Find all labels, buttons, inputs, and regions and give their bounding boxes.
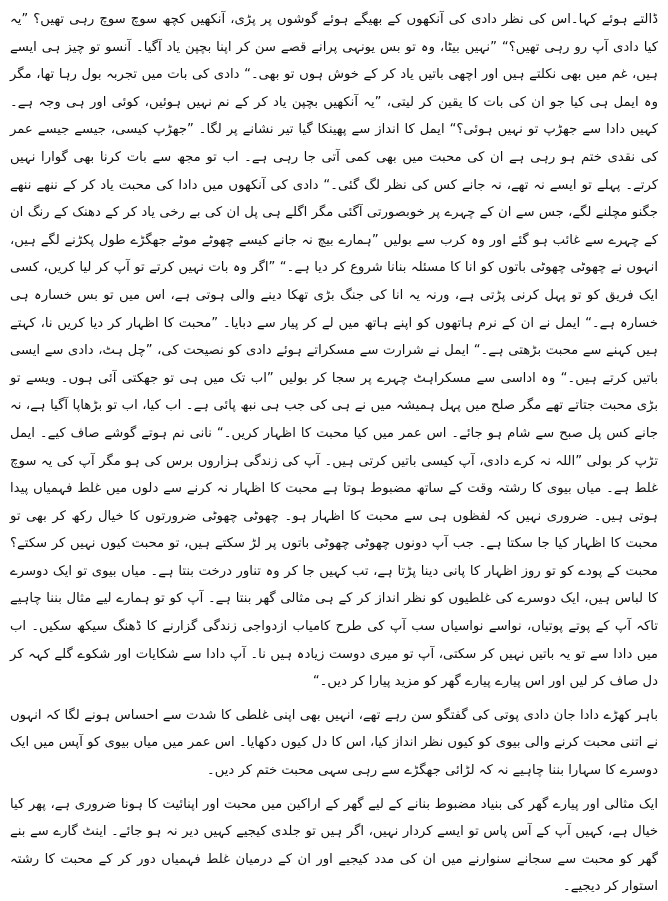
paragraph-grandfather: باہر کھڑے دادا جان دادی پوتی کی گفتگو سن رہے تھے، انہیں بھی اپنی غلطی کا شدت سے احساس ہونے لگا کہ انہوں نے اتنی محبت کرنے والی بیوی کو کیوں نظر انداز کیا، اس کا دل کیوں دکھایا۔ اس عمر میں میاں بیوی کو آپس میں ایک دوسرے کا سہارا بننا چاہیے نہ کہ لڑائی جھگڑے سے رہی سہی محبت ختم کر دیں۔ <box>10 707 658 779</box>
paragraph-conclusion: ایک مثالی اور پیارے گھر کی بنیاد مضبوط بنانے کے لیے گھر کے اراکین میں محبت اور اپنائیت کا ہونا ضروری ہے، پھر کیا خیال ہے، کہیں آپ کے آس پاس تو ایسے کردار نہیں، اگر ہیں تو جلدی کیجیے کہیں دیر نہ ہو جائے۔ اینٹ گارے سے بنے گھر کو محبت سے سجانے سنوارنے میں ان کی مدد کیجیے اور ان کے درمیان غلط فہمیاں دور کر کے محبت کا رشتہ استوار کر دیجیے۔ <box>10 796 658 895</box>
paragraph-dialogue: ڈالتے ہوئے کہا۔اس کی نظر دادی کی آنکھوں کے بھیگے ہوئے گوشوں پر پڑی، آنکھیں کچھ سوچ سوچ رہی تھیں؟ ”یہ کیا دادی آپ رو رہی تھیں؟“ ”نہیں بیٹا، وہ تو بس یونہی پرانے قصے سن کر اپنا بچپن یاد آگیا۔ آنسو تو چیز ہی ایسے ہیں، غم میں بھی نکلتے ہیں اور اچھی باتیں یاد کر کے خوش ہوں تو بھی۔“ دادی کی بات میں تجربہ بول رہا تھا، مگر وہ ایمل ہی کیا جو ان کی بات کا یقین کر لیتی، ”یہ آنکھیں بچپن یاد کر کے نم نہیں ہوئیں، کوئی اور ہی وجہ ہے۔ کہیں دادا سے جھڑپ تو نہیں ہوئی؟“ ایمل کا انداز سے پھینکا گیا تیر نشانے پر لگا۔ ”جھڑپ کیسی، جیسے جیسے عمر کی نقدی ختم ہو رہی ہے ان کی محبت میں بھی کمی آتی جا رہی ہے۔ اب تو مجھ سے بات کرنا بھی گوارا نہیں کرتے۔ پہلے تو ایسے نہ تھے، نہ جانے کس کی نظر لگ گئی۔“ دادی کی آنکھوں میں دادا کی محبت یاد کر کے ننھے ننھے جگنو مچلنے لگے، جس سے ان کے چہرے پر خوبصورتی آگئی مگر اگلے ہی پل ان کی بے رخی یاد کر کے دھنک کے رنگ ان کے چہرے سے غائب ہو گئے اور وہ کرب سے بولیں ”ہمارے بیچ نہ جانے کیسے چھوٹے موٹے جھگڑے طول پکڑنے لگے ہیں، انہوں نے چھوٹی چھوٹی باتوں کو انا کا مسئلہ بنانا شروع کر دیا ہے۔“ ”اگر وہ بات نہیں کرتے تو آپ کر لیا کریں، کسی ایک فریق کو تو پہل کرنی پڑتی ہے، ورنہ یہ انا کی جنگ بڑی تھکا دینے والی ہوتی ہے، اس میں تو بس خسارہ ہی خسارہ ہے۔“ ایمل نے ان کے نرم ہاتھوں کو اپنے ہاتھ میں لے کر پیار سے دبایا۔ ”محبت کا اظہار کر دیا کریں نا، کہتے ہیں کہنے سے محبت بڑھتی ہے۔“ ایمل نے شرارت سے مسکراتے ہوئے دادی کو نصیحت کی، ”چل ہٹ، دادی سے ایسی باتیں کرتے ہیں۔“ وہ اداسی سے مسکراہٹ چہرے پر سجا کر بولیں ”اب تک میں ہی تو جھکتی آئی ہوں۔ ویسے تو بڑی محبت جتاتے تھے مگر صلح میں پہل ہمیشہ میں نے ہی کی جب ہی نبھ پائی ہے۔ اب کیا، اب تو بڑھاپا آگیا ہے، نہ جانے کس پل صبح سے شام ہو جائے۔ اس عمر میں کیا محبت کا اظہار کریں۔“ نانی نم ہوتے گوشے صاف کیے۔ ایمل تڑپ کر بولی ”اللہ نہ کرے دادی، آپ کیسی باتیں کرتی ہیں۔ آپ کی زندگی ہزاروں برس کی ہو مگر آپ کی یہ سوچ غلط ہے۔ میاں بیوی کا رشتہ وقت کے ساتھ مضبوط ہوتا ہے محبت کا اظہار نہ کرنے سے دلوں میں غلط فہمیاں پیدا ہوتی ہیں۔ ضروری نہیں کہ لفظوں ہی سے محبت کا اظہار ہو۔ چھوٹی چھوٹی ضرورتوں کا خیال رکھ کر بھی تو محبت کا اظہار کیا جا سکتا ہے۔ جب آپ دونوں چھوٹی چھوٹی باتوں پر لڑ سکتے ہیں، تو محبت کیوں نہیں کر سکتے؟ محبت کے پودے کو تو روز اظہار کا پانی دینا پڑتا ہے، تب کہیں جا کر وہ تناور درخت بنتا ہے۔ میاں بیوی تو ایک دوسرے کا لباس ہیں، ایک دوسرے کی غلطیوں کو نظر انداز کر کے ہی مثالی گھر بنتا ہے۔ آپ کو تو ہمارے لیے مثال بننا چاہیے تاکہ آپ کے پوتے پوتیاں، نواسے نواسیاں سب آپ کی طرح کامیاب ازدواجی زندگی گزارنے کا ڈھنگ سیکھ سکیں۔ اب میں دادا سے تو یہ باتیں نہیں کر سکتی، آپ تو میری دوست زیادہ ہیں نا۔ آپ دادا سے شکایات اور شکوے گلے کہہ کر دل صاف کر لیں اور اس پیارے پیارے گھر کو مزید پیارا کر دیں۔“ <box>10 12 658 690</box>
